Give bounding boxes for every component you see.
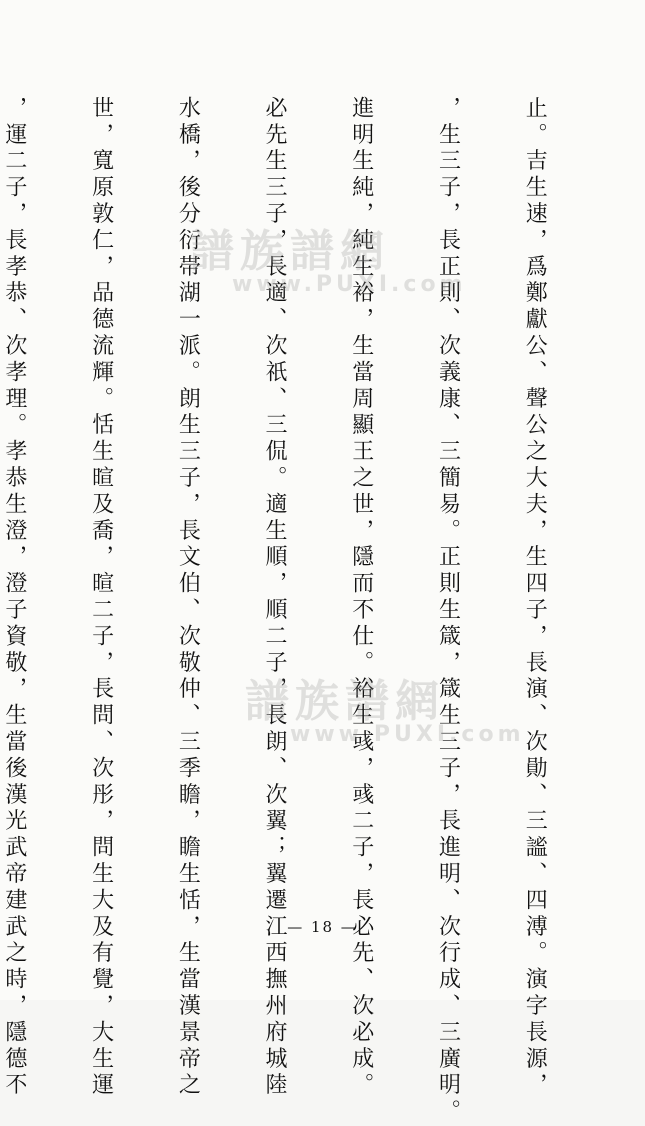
text-column-6: 世，寬原敦仁，品德流輝。恬生暄及喬，暄二子，長問、次彤，問生大及有覺，大生運	[88, 96, 114, 1100]
watermark-logo: 譜族譜網	[245, 676, 445, 727]
watermark-logo: 譜族譜網	[190, 226, 390, 277]
text-column-2: ，生三子，長正則、次義康、三簡易。正則生箴，箴生三子，長進明、次行成、三廣明。	[435, 96, 461, 1126]
page-number: — 18 —	[287, 918, 358, 936]
text-column-4: 必先生三子，長適、次祇、三侃。適生順，順二子，長朗、次翼；翼遷江西撫州府城陸	[262, 96, 288, 1100]
text-column-7: ，運二子，長孝恭、次孝理。孝恭生澄，澄子資敬，生當後漢光武帝建武之時，隱德不	[1, 96, 27, 1100]
text-column-3: 進明生純，純生裕，生當周顯王之世，隱而不仕。裕生彧，彧二子，長必先、次必成。	[348, 96, 374, 1100]
text-column-1: 止。吉生速，爲鄭獻公、聲公之大夫，生四子，長演、次勛、三謐、四溥。演字長源，	[522, 96, 548, 1100]
watermark-url: www.PUXI.com	[290, 722, 525, 747]
watermark-url: www.PUXI.com	[232, 272, 467, 297]
vertical-text-block	[1, 96, 606, 1126]
text-column-5: 水橋，後分衍帯湖一派。朗生三子，長文伯、次敬仲、三季瞻，瞻生恬，生當漢景帝之	[175, 96, 201, 1100]
